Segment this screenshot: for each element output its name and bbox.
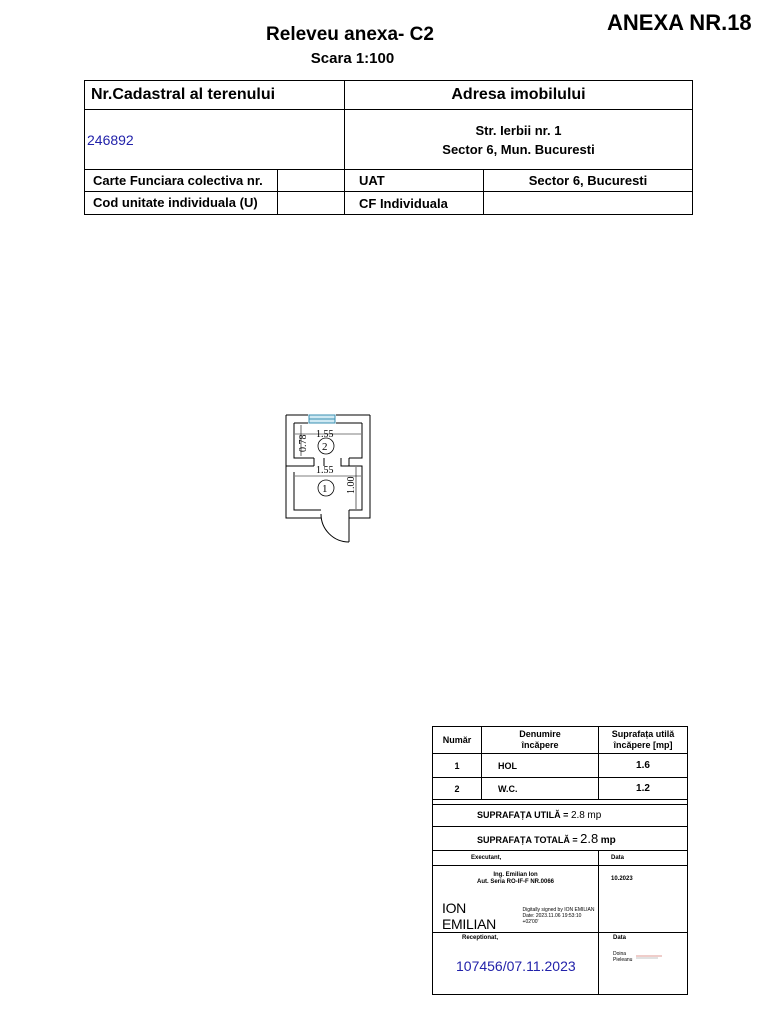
col-denumire-line1: Denumire	[519, 729, 561, 739]
wall-inner-right-upper	[349, 423, 362, 458]
dim-right-label: 1.00	[346, 476, 357, 494]
address-line-1: Str. Ierbii nr. 1	[475, 122, 562, 138]
room-name: W.C.	[482, 778, 599, 800]
dim-top-label: 1.55	[316, 429, 334, 440]
suprafata-utila-unit: mp	[587, 810, 602, 821]
room-area: 1.2	[599, 778, 688, 800]
signature-mark	[636, 954, 662, 960]
suprafata-totala-value: 2.8	[580, 831, 599, 846]
cf-individuala-label: CF Individuala	[345, 192, 484, 215]
executant-authorization: Aut. Seria RO-IF-F NR.0066	[476, 879, 554, 885]
digital-signature	[436, 900, 595, 932]
col-suprafata-line2: încăpere [mp]	[613, 740, 673, 750]
room-area: 1.6	[599, 754, 688, 778]
col-denumire-line2: încăpere	[521, 740, 559, 750]
room-2-number: 2	[322, 441, 328, 453]
cf-colectiva-label: Carte Funciara colectiva nr.	[85, 170, 278, 191]
executant-date: 10.2023	[599, 866, 688, 933]
data-label: Data	[599, 851, 688, 866]
rooms-table	[432, 726, 688, 995]
address-line-2: Sector 6, Mun. Bucuresti	[442, 141, 595, 157]
table-row	[433, 778, 688, 800]
annex-number: ANEXA NR.18	[607, 10, 752, 35]
table-row	[433, 754, 688, 778]
receptionat-value: 107456/07.11.2023	[456, 958, 576, 974]
cadastral-label: Nr.Cadastral al terenului	[85, 81, 345, 110]
receptionat-label: Receptionat,	[462, 935, 499, 941]
signature-name: ION EMILIAN	[442, 900, 496, 932]
door-swing-arc	[321, 514, 349, 542]
col-suprafata-line1: Suprafața utilă	[611, 729, 675, 739]
room-name: HOL	[482, 754, 599, 778]
wall-lower-left-inner	[294, 472, 321, 510]
suprafata-totala-label: SUPRAFAȚA TOTALĂ =	[477, 835, 578, 845]
dim-mid-label: 1.55	[316, 465, 334, 476]
room-1-number: 1	[322, 483, 328, 495]
document-title: Releveu anexa- C2	[266, 24, 434, 45]
dim-left-label: 0.78	[298, 434, 309, 452]
scale-label: Scara 1:100	[310, 50, 395, 67]
signature-meta-1: Digitally signed by ION EMILIAN	[522, 907, 595, 913]
suprafata-utila-label: SUPRAFAȚA UTILĂ =	[477, 810, 569, 820]
executant-name: Ing. Emilian Ion	[493, 872, 538, 878]
room-nr: 1	[433, 754, 482, 778]
room-nr: 2	[433, 778, 482, 800]
data-label-2: Data	[613, 935, 627, 941]
executant-label: Executant,	[433, 851, 599, 866]
uat-value: Sector 6, Bucuresti	[484, 170, 693, 192]
uat-label: UAT	[345, 170, 484, 192]
receptionat-person-first: Doina	[613, 951, 627, 957]
floor-plan	[276, 408, 376, 548]
cod-unitate-label: Cod unitate individuala (U)	[85, 192, 278, 214]
col-numar: Număr	[433, 727, 482, 754]
receptionat-person-last: Pieleanu	[613, 957, 633, 963]
signature-meta-2: Date: 2023.11.06 19:53:10 +02'00'	[522, 913, 582, 925]
address-label: Adresa imobilului	[345, 81, 693, 110]
suprafata-totala-unit: mp	[600, 835, 616, 846]
suprafata-utila-value: 2.8	[570, 810, 585, 821]
cadastral-value: 246892	[85, 110, 345, 170]
cf-individuala-value	[484, 192, 693, 215]
property-info-table	[84, 80, 693, 215]
